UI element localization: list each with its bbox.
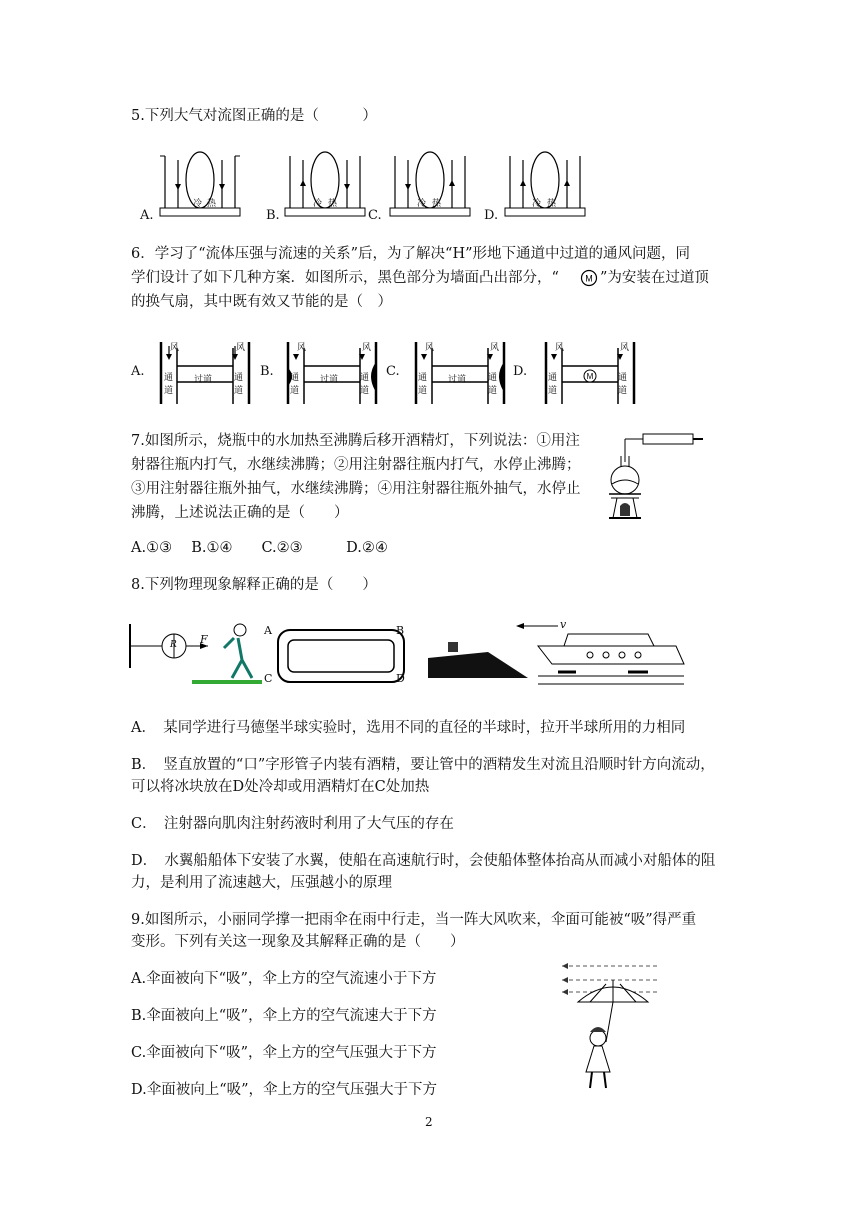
q6-a-channel-right: 通道 [234,373,244,396]
q9-option-d: D.伞面被向上“吸”，伞上方的空气压强大于下方 [131,1082,438,1098]
q6-d-wind-right: 风 [620,343,630,353]
q5-a-hot: 热 [207,199,217,209]
q7-line1: 7.如图所示，烧瓶中的水加热至沸腾后移开酒精灯，下列说法：①用注 [131,433,580,449]
q6-c-channel-right: 通道 [488,373,498,396]
q5-option-b-label: B. [266,208,280,223]
page-number: 2 [425,1115,433,1129]
q5-c-hot: 热 [432,199,442,209]
q8-stem: 8.下列物理现象解释正确的是（ ） [131,577,377,593]
q8-label-v: v [560,618,567,631]
q6-a-wind-right: 风 [236,343,246,353]
q9-line2: 变形。下列有关这一现象及其解释正确的是（ ） [131,934,465,950]
q5-d-cold: 冷 [532,199,542,209]
q6-d-channel-right: 通道 [618,373,628,396]
q8-label-b: B [396,624,405,637]
q5-d-hot: 热 [547,199,557,209]
fan-icon [580,269,598,287]
q7-line3: ③用注射器往瓶外抽气，水继续沸腾；④用注射器往瓶外抽气，水停止 [131,481,581,497]
q5-stem: 5.下列大气对流图正确的是（ ） [131,108,377,124]
q6-a-channel-left: 通道 [164,373,174,396]
q9-option-c: C.伞面被向下“吸”，伞上方的空气压强大于下方 [131,1045,437,1061]
q8-label-a: A [264,624,272,637]
q6-stem-line2: 学们设计了如下几种方案．如图所示，黑色部分为墙面凸出部分，“ [131,270,559,286]
q9-option-a: A.伞面被向下“吸”，伞上方的空气流速小于下方 [131,971,437,987]
q5-option-d-label: D. [484,208,499,223]
q8-option-d-line1: D． 水翼船船体下安装了水翼，使船在高速航行时，会使船体整体抬高从而减小对船体的阻 [131,853,716,869]
q5-option-c-label: C. [368,208,382,223]
q6-d-channel-left: 通道 [548,373,558,396]
fan-letter: M [585,273,593,284]
q6-stem-line2b: ”为安装在过道顶 [600,270,709,286]
q5-diagram-d [495,150,595,220]
q9-option-b: B.伞面被向上“吸”，伞上方的空气流速大于下方 [131,1008,437,1024]
q6-c-wind-left: 风 [425,343,435,353]
q5-b-hot: 热 [328,199,338,209]
q8-option-c: C． 注射器向肌肉注射药液时利用了大气压的存在 [131,816,454,832]
q6-option-c-label: C. [386,364,400,379]
q5-diagram-c [380,150,480,220]
q6-b-corridor: 过道 [320,375,339,385]
q5-diagram-b [275,150,375,220]
q6-option-a-label: A. [131,364,145,379]
q6-stem-line3: 的换气扇，其中既有效又节能的是（ ） [131,294,392,310]
q5-a-cold: 冷 [193,199,203,209]
q6-a-corridor: 过道 [194,375,213,385]
q8-label-f: F [200,633,208,646]
q6-d-wind-left: 风 [555,343,565,353]
q8-label-d: D [396,672,405,685]
q6-d-fan-letter: M [586,372,594,381]
q5-b-cold: 冷 [313,199,323,209]
q7-line4: 沸腾，上述说法正确的是（ ） [131,505,349,521]
q7-line2: 射器往瓶内打气，水继续沸腾；②用注射器往瓶内打气，水停止沸腾； [131,457,581,473]
q6-a-wind-left: 风 [170,343,180,353]
flask-syringe-figure [603,428,713,528]
q8-option-a: A． 某同学进行马德堡半球实验时，选用不同的直径的半球时，拉开半球所用的力相同 [131,720,686,736]
q8-label-r: R [170,640,177,650]
q8-label-c: C [264,672,273,685]
umbrella-girl-figure [558,962,668,1092]
q6-b-channel-left: 通道 [290,373,300,396]
q6-c-channel-left: 通道 [418,373,428,396]
q5-option-a-label: A. [140,208,154,223]
q5-diagram-a [150,150,250,220]
q6-stem-line1: 6．学习了“流体压强与流速的关系”后，为了解决“H”形地下通道中过道的通风问题，同 [131,246,691,262]
q6-option-d-label: D. [513,364,528,379]
q6-b-wind-right: 风 [362,343,372,353]
q9-line1: 9.如图所示，小丽同学撑一把雨伞在雨中行走，当一阵大风吹来，伞面可能被“吸”得严重 [131,912,697,928]
q8-option-d-line2: 力，是利用了流速越大，压强越小的原理 [131,875,392,891]
q6-c-wind-right: 风 [490,343,500,353]
q6-b-wind-left: 风 [297,343,307,353]
q8-figure-strip [128,612,688,692]
q6-c-corridor: 过道 [448,375,467,385]
q7-answers: A.①③ B.①④ C.②③ D.②④ [131,540,388,556]
q8-option-b-line1: B． 竖直放置的“口”字形管子内装有酒精，要让管中的酒精发生对流且沿顺时针方向流动， [131,757,715,773]
q8-option-b-line2: 可以将冰块放在D处冷却或用酒精灯在C处加热 [131,779,430,795]
q6-option-b-label: B. [260,364,274,379]
q5-c-cold: 冷 [417,199,427,209]
q6-b-channel-right: 通道 [360,373,370,396]
